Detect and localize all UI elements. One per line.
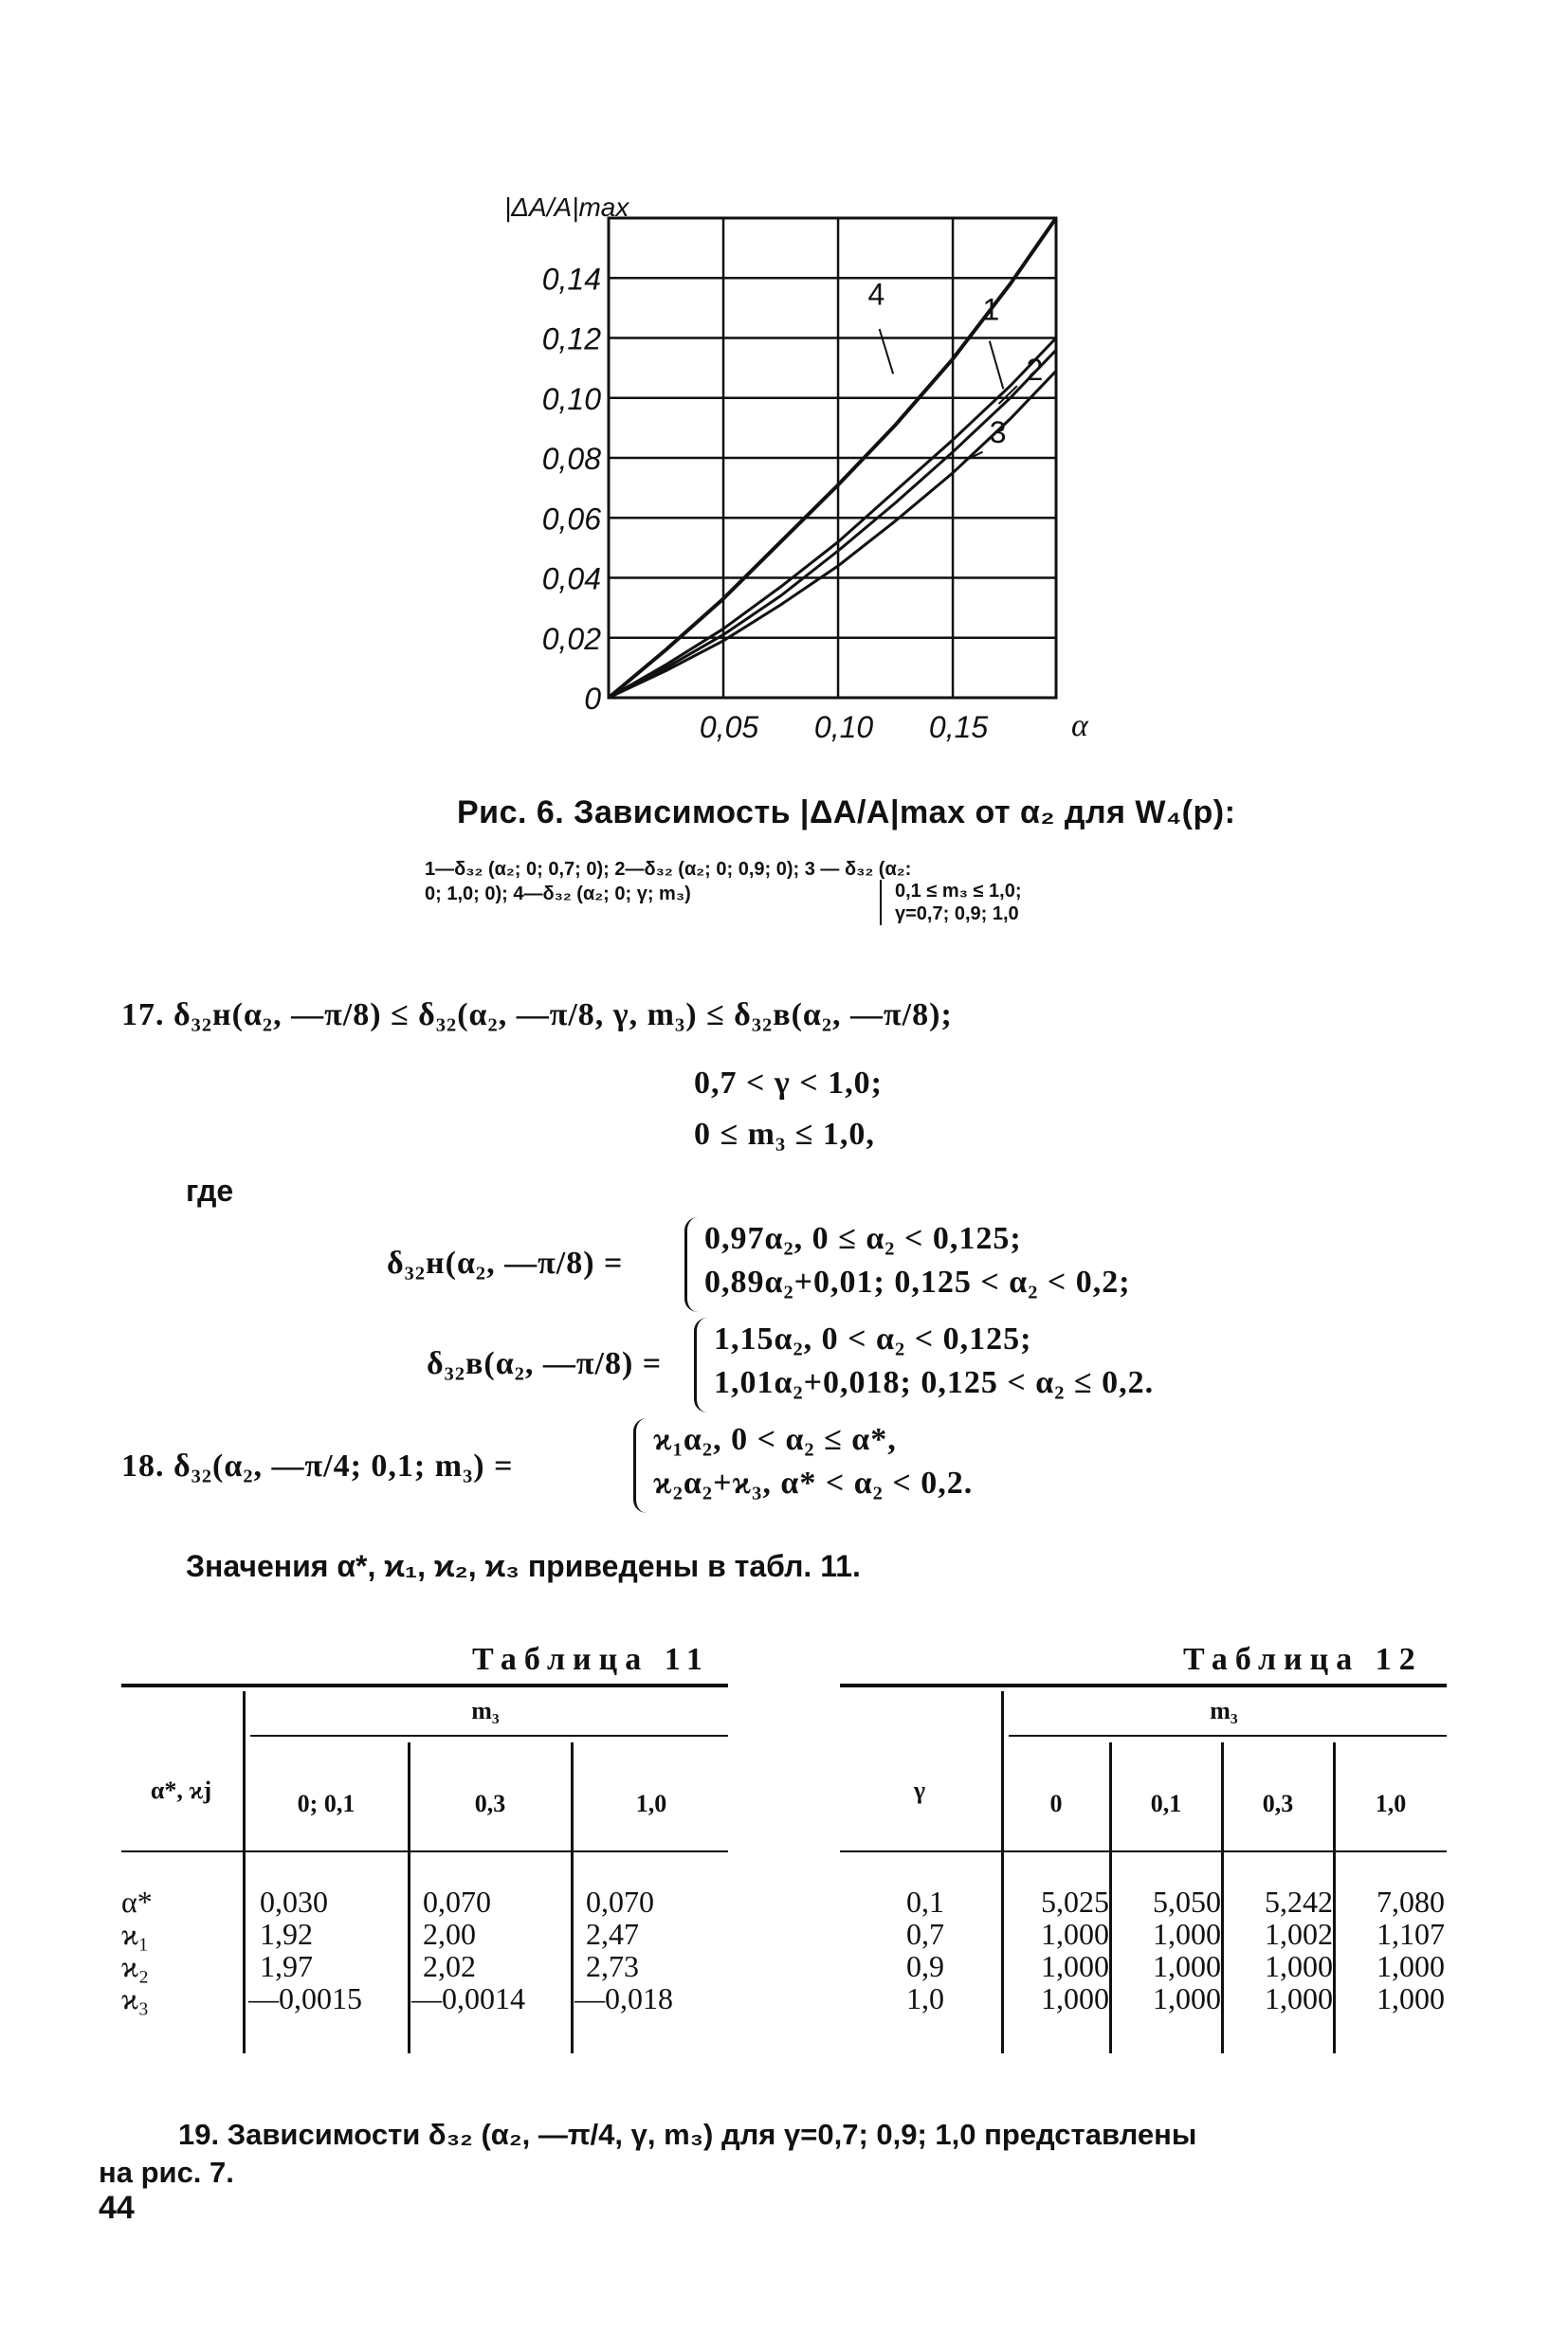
table-12-title: Таблица 12 <box>1183 1642 1423 1677</box>
def-high-case-2: 1,01α₂+0,018; 0,125 < α₂ ≤ 0,2. <box>714 1365 1155 1400</box>
table-12-col-4: 1,0 <box>1375 1790 1407 1817</box>
table-12-cell: 1,000 <box>1041 1981 1109 2015</box>
table-12-row-1-label: 0,1 <box>906 1885 944 1919</box>
table-12-cell: 1,000 <box>1041 1917 1109 1951</box>
table-11-title: Таблица 11 <box>472 1642 710 1677</box>
y-tick-label: 0,10 <box>541 381 601 416</box>
item-17-line-2: 0,7 < γ < 1,0; <box>694 1066 883 1101</box>
item-17-line-3: 0 ≤ m₃ ≤ 1,0, <box>694 1117 875 1152</box>
def-low-case-2: 0,89α₂+0,01; 0,125 < α₂ < 0,2; <box>704 1265 1131 1300</box>
def-high-case-1: 1,15α₂, 0 < α₂ < 0,125; <box>714 1321 1032 1357</box>
table-12-cell: 1,000 <box>1153 1949 1221 1983</box>
def-low-lhs: δ₃₂н(α₂, —π/8) = <box>387 1246 624 1281</box>
table-11-cell: —0,0014 <box>411 1981 525 2015</box>
item-18-case-1: ϰ₁α₂, 0 < α₂ ≤ α*, <box>653 1422 897 1457</box>
table-11-cell: 2,00 <box>423 1917 476 1951</box>
table-11-cell: 1,97 <box>260 1949 313 1983</box>
chart-svg <box>455 133 1138 758</box>
y-tick-label: 0 <box>584 682 601 716</box>
table-12-cell: 5,025 <box>1041 1885 1109 1919</box>
table-12 <box>840 1684 1447 2053</box>
legend-line-1: 1—δ₃₂ (α₂; 0; 0,7; 0); 2—δ₃₂ (α₂; 0; 0,9; 0); 3 — δ₃₂ (α₂: <box>425 859 912 880</box>
table-11-col-3: 1,0 <box>635 1790 667 1817</box>
table-12-cell: 1,000 <box>1377 1949 1445 1983</box>
table-12-group: m₃ <box>1210 1697 1238 1724</box>
y-tick-label: 0,02 <box>541 621 601 656</box>
y-tick-label: 0,06 <box>541 501 601 537</box>
def-low-cases <box>684 1217 1131 1312</box>
y-tick-label: 0,04 <box>541 561 601 596</box>
table-12-rowhead: γ <box>913 1777 926 1804</box>
table-12-col-3: 0,3 <box>1262 1790 1294 1817</box>
table-11-cell: 0,070 <box>586 1885 654 1919</box>
table-11-rowhead: α*, ϰj <box>150 1777 212 1804</box>
y-tick-label: 0,12 <box>541 321 601 356</box>
table-11-row-1-label: α* <box>121 1885 153 1919</box>
def-low-case-1: 0,97α₂, 0 ≤ α₂ < 0,125; <box>704 1221 1022 1256</box>
legend-brace-2: γ=0,7; 0,9; 1,0 <box>895 903 1019 924</box>
x-tick-label: 0,10 <box>813 710 874 744</box>
curve-label: 3 <box>989 415 1007 450</box>
table-12-cell: 1,000 <box>1153 1917 1221 1951</box>
table-12-col-1: 0 <box>1049 1790 1063 1817</box>
figure-caption: Рис. 6. Зависимость |ΔA/A|max от α₂ для W₄(p): <box>457 794 1236 830</box>
legend-brace-1: 0,1 ≤ m₃ ≤ 1,0; <box>895 881 1022 902</box>
page-number: 44 <box>99 2190 135 2226</box>
table-12-row-2-label: 0,7 <box>906 1917 944 1951</box>
table-11-row-2-label: ϰ₁ <box>121 1917 150 1951</box>
curve-label: 1 <box>982 292 1000 327</box>
item-18-cases <box>633 1418 973 1513</box>
table-12-cell: 1,000 <box>1041 1949 1109 1983</box>
table-12-cell: 1,107 <box>1377 1917 1445 1951</box>
table-11-cell: —0,018 <box>574 1981 673 2015</box>
def-high-cases <box>694 1318 1154 1412</box>
curve-label: 4 <box>867 277 885 312</box>
x-tick-label: 0,05 <box>699 710 759 744</box>
x-tick-label: 0,15 <box>928 710 989 744</box>
table-11-cell: 2,47 <box>586 1917 639 1951</box>
curve-label-leader <box>990 341 1004 390</box>
y-tick-label: 0,14 <box>541 262 601 297</box>
item-17-line-1: 17. δ₃₂н(α₂, —π/8) ≤ δ₃₂(α₂, —π/8, γ, m₃) ≤ δ₃₂в(α₂, —π/8); <box>121 997 953 1032</box>
series-line-2 <box>609 350 1056 698</box>
y-tick-label: 0,08 <box>541 442 601 476</box>
curve-label: 2 <box>1026 352 1044 387</box>
table-12-cell: 1,000 <box>1265 1949 1333 1983</box>
def-high-lhs: δ₃₂в(α₂, —π/8) = <box>427 1346 663 1381</box>
table-12-cell: 1,000 <box>1377 1981 1445 2015</box>
table-11-cell: 1,92 <box>260 1917 313 1951</box>
table-11-row-3-label: ϰ₂ <box>121 1949 150 1983</box>
table-11 <box>121 1684 728 2053</box>
figure-legend <box>425 857 1278 924</box>
table-11-col-1: 0; 0,1 <box>297 1790 356 1817</box>
y-axis-label: |ΔA/A|max <box>504 192 629 222</box>
table-11-cell: —0,0015 <box>248 1981 362 2015</box>
table-12-cell: 1,002 <box>1265 1917 1333 1951</box>
item-19-line-2: на рис. 7. <box>99 2156 234 2189</box>
x-axis-label: α <box>1071 708 1088 743</box>
item-18-lhs: 18. δ₃₂(α₂, —π/4; 0,1; m₃) = <box>121 1449 514 1484</box>
table-12-row-4-label: 1,0 <box>906 1981 944 2015</box>
table-12-row-3-label: 0,9 <box>906 1949 944 1983</box>
table-12-cell: 1,000 <box>1153 1981 1221 2015</box>
table-11-row-4-label: ϰ₃ <box>121 1981 150 2015</box>
figure-6-chart <box>455 133 1138 758</box>
item-18-case-2: ϰ₂α₂+ϰ₃, α* < α₂ < 0,2. <box>653 1466 974 1501</box>
table-12-col-2: 0,1 <box>1150 1790 1182 1817</box>
values-text: Значения α*, ϰ₁, ϰ₂, ϰ₃ приведены в табл. 11. <box>186 1549 861 1583</box>
legend-line-2: 0; 1,0; 0); 4—δ₃₂ (α₂; 0; γ; m₃) <box>425 884 691 904</box>
curve-label-leader <box>880 329 894 374</box>
where-word: где <box>186 1174 234 1208</box>
table-12-cell: 7,080 <box>1377 1885 1445 1919</box>
table-12-cell: 1,000 <box>1265 1981 1333 2015</box>
item-19-line-1: 19. Зависимости δ₃₂ (α₂, —π/4, γ, m₃) для γ=0,7; 0,9; 1,0 представлены <box>178 2118 1197 2151</box>
table-11-cell: 0,030 <box>260 1885 328 1919</box>
table-11-cell: 2,73 <box>586 1949 639 1983</box>
table-11-col-2: 0,3 <box>474 1790 506 1817</box>
legend-brace <box>880 880 1236 925</box>
table-12-cell: 5,242 <box>1265 1885 1333 1919</box>
table-11-group: m₃ <box>471 1697 500 1724</box>
table-11-cell: 0,070 <box>423 1885 491 1919</box>
table-12-cell: 5,050 <box>1153 1885 1221 1919</box>
table-11-cell: 2,02 <box>423 1949 476 1983</box>
